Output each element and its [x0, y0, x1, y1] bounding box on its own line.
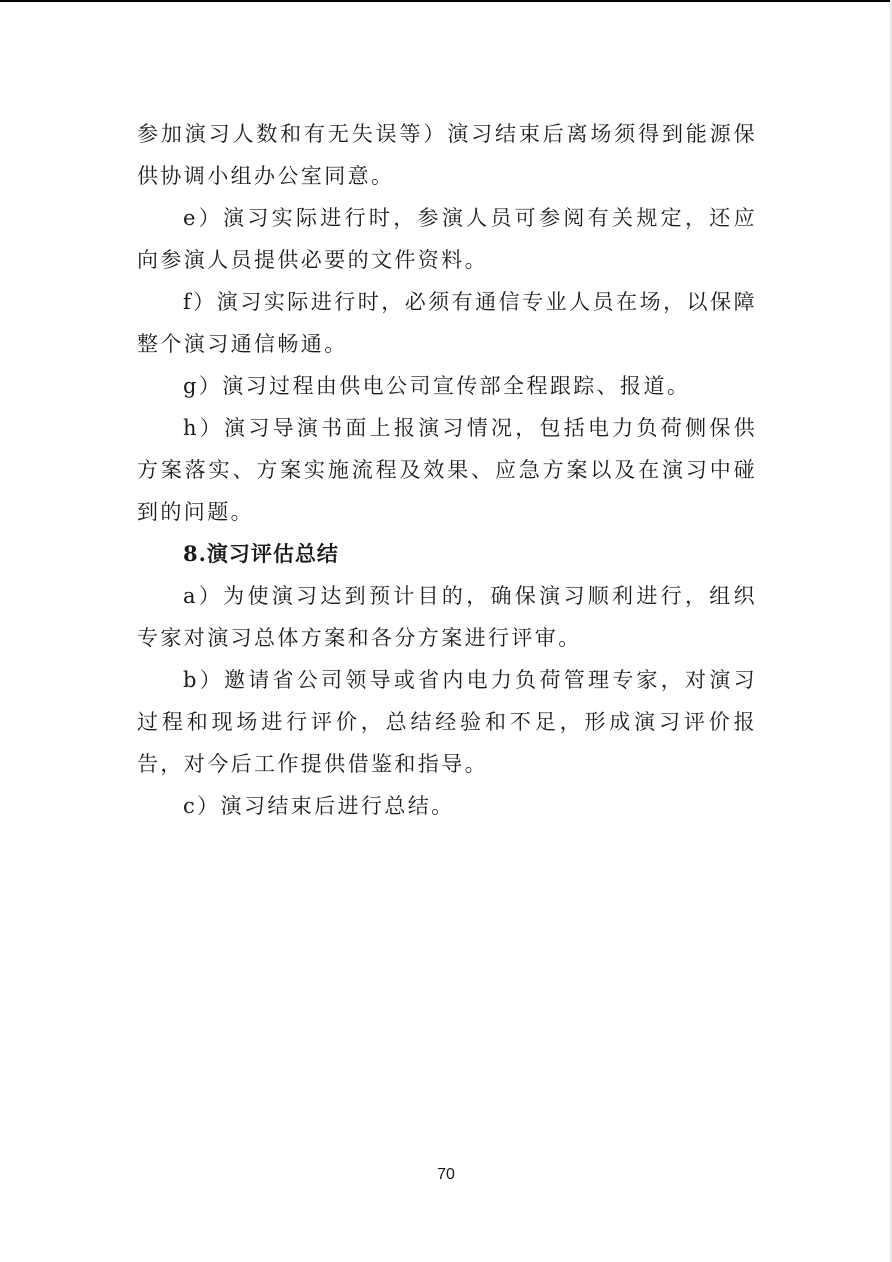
- paragraph-item-g: g）演习过程由供电公司宣传部全程跟踪、报道。: [183, 374, 691, 398]
- paragraph-item-b: b）邀请省公司领导或省内电力负荷管理专家，对演习过程和现场进行评价，总结经验和不足，形成演习评价报告，对今后工作提供借鉴和指导。: [137, 668, 757, 776]
- paragraph-item-a: a）为使演习达到预计目的，确保演习顺利进行，组织专家对演习总体方案和各分方案进行评审。: [137, 584, 757, 650]
- paragraph-item-f: f）演习实际进行时，必须有通信专业人员在场，以保障整个演习通信畅通。: [137, 290, 757, 356]
- page-top-border: [0, 0, 892, 2]
- paragraph-continuation: 参加演习人数和有无失误等）演习结束后离场须得到能源保供协调小组办公室同意。: [137, 122, 757, 188]
- page-number: 70: [437, 1166, 455, 1183]
- paragraph-item-c: c）演习结束后进行总结。: [183, 794, 455, 818]
- paragraph-item-e: e）演习实际进行时，参演人员可参阅有关规定，还应向参演人员提供必要的文件资料。: [137, 206, 757, 272]
- document-body: [137, 113, 757, 827]
- paragraph-item-h: h）演习导演书面上报演习情况，包括电力负荷侧保供方案落实、方案实施流程及效果、应急方案以及在演习中碰到的问题。: [137, 416, 757, 524]
- section-heading: 8.演习评估总结: [183, 541, 339, 566]
